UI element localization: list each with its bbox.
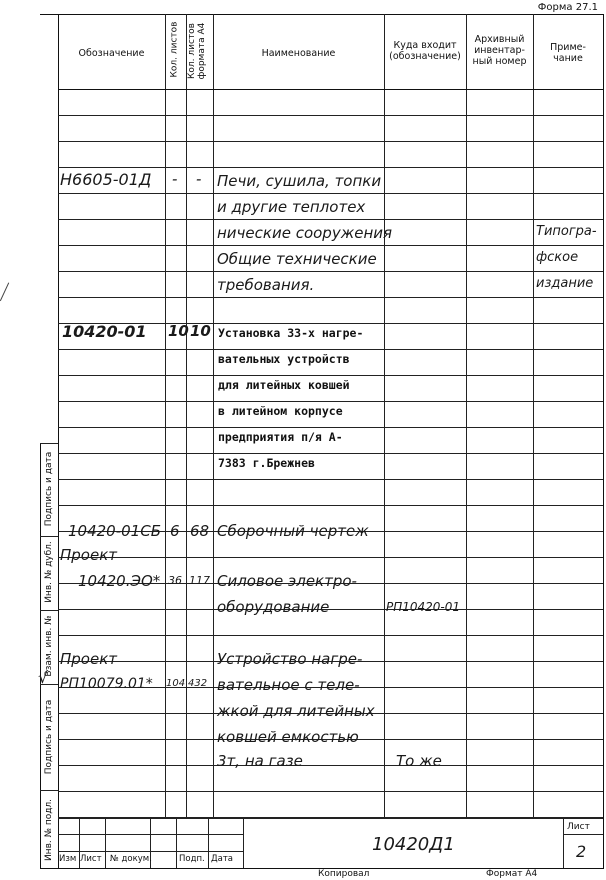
side-label-inv-dubl: Инв. № дубл. bbox=[44, 541, 54, 603]
row-name-line: ковшей емкостью bbox=[217, 728, 359, 746]
row-rule bbox=[58, 271, 603, 272]
row-name-line: 3т, на газе bbox=[217, 752, 303, 770]
row-rule bbox=[58, 609, 603, 610]
stamp-col-date: Дата bbox=[211, 854, 234, 864]
side-label-sign-date-1: Подпись и дата bbox=[44, 699, 54, 775]
row-name-line: нические сооружения bbox=[217, 224, 393, 242]
row-name-line: Устройство нагре- bbox=[217, 650, 363, 668]
header-archive-number: Архивный инвентар- ный номер bbox=[472, 34, 527, 67]
stamp-col-izm: Изм bbox=[59, 854, 77, 864]
row-a4: 10 bbox=[190, 322, 211, 340]
row-name-line: требования. bbox=[217, 276, 315, 294]
form-label: Форма 27.1 bbox=[537, 2, 598, 13]
header-designation: Обозначение bbox=[78, 48, 145, 59]
row-rule bbox=[58, 167, 603, 168]
row-designation: 10420.ЭО* bbox=[78, 572, 161, 590]
row-sheets: 6 bbox=[170, 522, 180, 540]
stamp-col-doc: № докум. bbox=[110, 854, 152, 864]
row-rule bbox=[58, 219, 603, 220]
row-rule bbox=[58, 193, 603, 194]
row-name-line: предприятия п/я А- bbox=[218, 430, 343, 444]
header-where-included: Куда входит (обозначение) bbox=[389, 40, 461, 62]
row-name-line: в литейном корпусе bbox=[218, 404, 343, 418]
row-name-line: вательное с теле- bbox=[217, 676, 360, 694]
row-rule bbox=[58, 141, 603, 142]
side-label-inv-podl: Инв. № подл. bbox=[44, 798, 54, 862]
stamp-sheet-label: Лист bbox=[567, 822, 590, 832]
row-rule bbox=[58, 115, 603, 116]
row-rule bbox=[58, 505, 603, 506]
row-where: РП10420-01 bbox=[386, 600, 461, 614]
row-designation-prefix: Проект bbox=[60, 546, 118, 564]
row-name-line: и другие теплотех bbox=[217, 198, 366, 216]
row-note-line: Типогра- bbox=[536, 224, 597, 239]
row-name-line: вательных устройств bbox=[218, 352, 350, 366]
row-rule bbox=[58, 375, 603, 376]
stamp-sheet-number: 2 bbox=[576, 842, 587, 861]
row-rule bbox=[58, 765, 603, 766]
row-sheets: 10 bbox=[168, 322, 189, 340]
side-label-sign-date-2: Подпись и дата bbox=[44, 451, 54, 527]
row-rule bbox=[58, 245, 603, 246]
row-sheets: 36 bbox=[168, 574, 182, 587]
header-note: Приме- чание bbox=[550, 42, 586, 64]
stamp-col-sign: Подп. bbox=[179, 854, 205, 864]
row-designation: Н6605-01Д bbox=[60, 170, 152, 189]
row-name-line: Сборочный чертеж bbox=[217, 522, 369, 540]
row-designation: РП10079.01* bbox=[60, 676, 153, 692]
row-rule bbox=[58, 479, 603, 480]
row-name-line: для литейных ковшей bbox=[218, 378, 350, 392]
row-designation: 10420-01 bbox=[62, 322, 147, 341]
row-where: То же bbox=[396, 752, 442, 770]
row-a4: - bbox=[196, 170, 202, 188]
row-sheets: - bbox=[172, 170, 178, 188]
row-rule bbox=[58, 349, 603, 350]
row-designation: 10420-01СБ bbox=[68, 522, 161, 540]
header-name: Наименование bbox=[261, 48, 336, 59]
row-rule bbox=[58, 791, 603, 792]
row-rule bbox=[58, 557, 603, 558]
row-name-line: оборудование bbox=[217, 598, 330, 616]
row-designation-prefix: Проект bbox=[60, 650, 118, 668]
row-name-line: Печи, сушила, топки bbox=[217, 172, 382, 190]
side-label-vzam: Взам. инв. № bbox=[44, 615, 54, 677]
row-rule bbox=[58, 297, 603, 298]
row-sheets: 104 bbox=[166, 678, 186, 689]
row-note-line: фское bbox=[536, 250, 579, 265]
row-name-line: Общие технические bbox=[217, 250, 377, 268]
stamp-format: Формат А4 bbox=[486, 869, 538, 879]
row-name-line: жкой для литейных bbox=[217, 702, 375, 720]
stamp-col-list: Лист bbox=[80, 854, 102, 864]
row-a4: 117 bbox=[189, 574, 210, 587]
row-name-line: Силовое электро- bbox=[217, 572, 357, 590]
row-rule bbox=[58, 401, 603, 402]
stamp-copied: Копировал bbox=[318, 869, 370, 879]
row-name-line: Установка 33-х нагре- bbox=[218, 326, 364, 340]
row-name-line: 7383 г.Брежнев bbox=[218, 456, 315, 470]
header-a4-count: Кол. листов формата А4 bbox=[187, 22, 207, 80]
row-rule bbox=[58, 427, 603, 428]
check-mark: √ bbox=[38, 668, 49, 687]
row-a4: 68 bbox=[190, 522, 210, 540]
header-sheets-count: Кол. листов bbox=[169, 21, 180, 78]
row-rule bbox=[58, 635, 603, 636]
stamp-doc-code: 10420Д1 bbox=[372, 834, 455, 855]
row-rule bbox=[58, 453, 603, 454]
margin-mark bbox=[0, 283, 10, 302]
row-note-line: издание bbox=[536, 276, 594, 291]
row-a4: 432 bbox=[188, 678, 208, 689]
